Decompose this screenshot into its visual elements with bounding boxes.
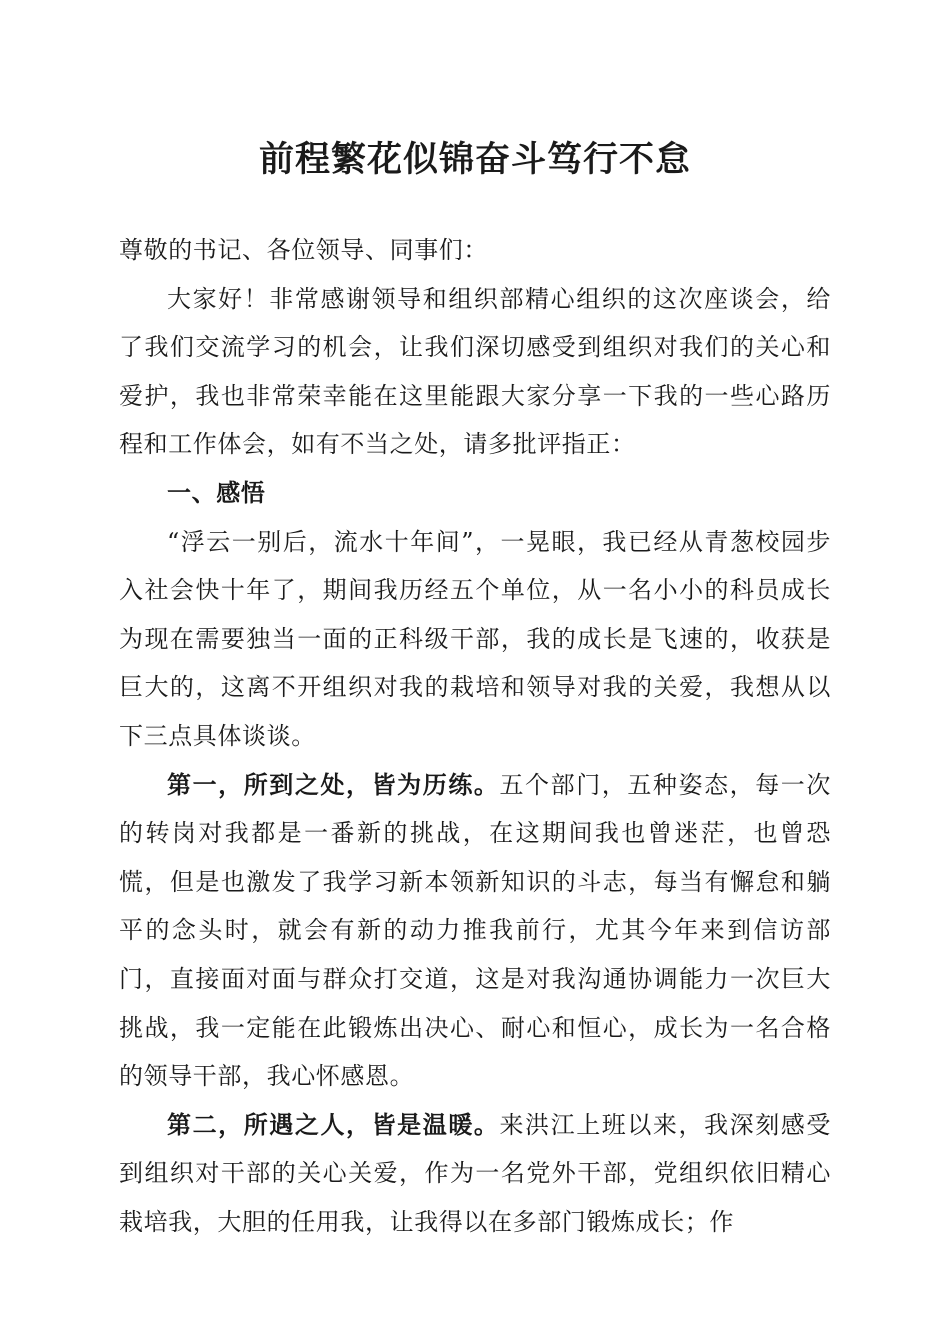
point-one-paragraph [119,761,831,1101]
document-title: 前程繁花似锦奋斗笃行不怠 [258,139,691,180]
point-one-text: 五个部门，五种姿态，每一次的转岗对我都是一番新的挑战，在这期间我也曾迷茫，也曾恐慌，但是也激发了我学习新本领新知识的斗志，每当有懈怠和躺平的念头时，就会有新的动力推我前行，尤其今年来到信访部门，直接面对面与群众打交道，这是对我沟通协调能力一次巨大挑战，我一定能在此锻炼出决心、耐心和恒心，成长为一名合格的领导干部，我心怀感恩。 [119,770,831,1091]
point-two-lead: 第二，所遇之人，皆是温暖。 [167,1109,500,1139]
reflection-paragraph: “浮云一别后，流水十年间”，一晃眼，我已经从青葱校园步入社会快十年了，期间我历经五个单位，从一名小小的科员成长为现在需要独当一面的正科级干部，我的成长是飞速的，收获是巨大的，这离不开组织对我的栽培和领导对我的关爱，我想从以下三点具体谈谈。 [119,527,831,750]
point-two-paragraph [119,1101,831,1247]
section-heading-reflection: 一、感悟 [167,478,266,507]
point-one-lead: 第一，所到之处，皆为历练。 [167,769,500,799]
salutation: 尊敬的书记、各位领导、同事们： [119,236,488,264]
point-two-text: 来洪江上班以来，我深刻感受到组织对干部的关心关爱，作为一名党外干部，党组织依旧精心栽培我，大胆的任用我，让我得以在多部门锻炼成长；作 [119,1110,831,1236]
intro-paragraph: 大家好！非常感谢领导和组织部精心组织的这次座谈会，给了我们交流学习的机会，让我们深切感受到组织对我们的关心和爱护，我也非常荣幸能在这里能跟大家分享一下我的一些心路历程和工作体会，如有不当之处，请多批评指正： [119,284,831,459]
document-body [119,226,831,1246]
